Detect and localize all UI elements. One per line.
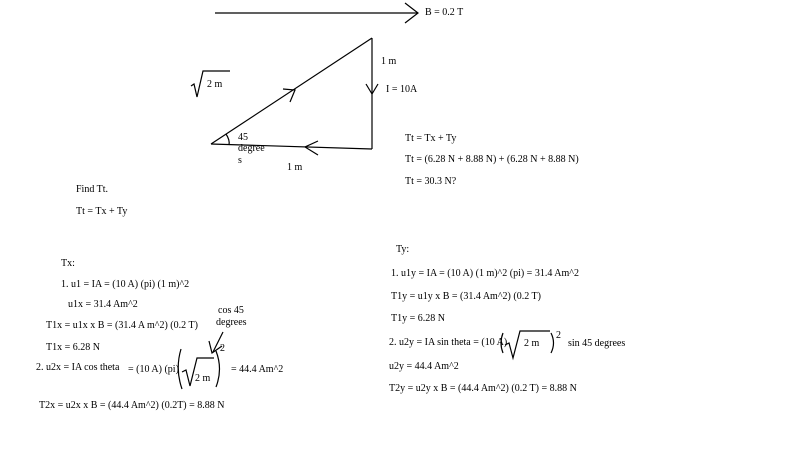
tx-title: Tx: [61, 258, 75, 269]
find-prompt: Find Tt. [76, 184, 109, 195]
field-label: B = 0.2 T [425, 7, 464, 18]
tx-radicand: 2 m [195, 373, 211, 384]
tx-note-cos: cos 45 [218, 305, 244, 316]
ty-line-5: u2y = 44.4 Am^2 [389, 361, 459, 372]
ty-exponent: 2 [556, 330, 561, 341]
angle-label-3: s [238, 155, 242, 166]
angle-label-2: degree [238, 143, 265, 154]
tx-line-5b: = (10 A) (pi) [128, 364, 179, 375]
result-line-1: Tt = Tx + Ty [405, 133, 457, 144]
tx-right-paren [216, 351, 220, 387]
angle-arc [226, 134, 229, 145]
result-line-3: Tt = 30.3 N? [405, 176, 457, 187]
tx-note-degrees: degrees [216, 317, 247, 328]
tx-line-1: 1. u1 = IA = (10 A) (pi) (1 m)^2 [61, 279, 190, 290]
tx-line-4: T1x = 6.28 N [46, 342, 100, 353]
ty-radicand: 2 m [524, 338, 540, 349]
ty-title: Ty: [396, 244, 410, 255]
hyp-length-label: 2 m [207, 79, 223, 90]
result-line-2: Tt = (6.28 N + 8.88 N) + (6.28 N + 8.88 N) [405, 154, 579, 165]
vertical-length-label: 1 m [381, 56, 397, 67]
ty-line-2: T1y = u1y x B = (31.4 Am^2) (0.2 T) [391, 291, 541, 302]
current-label: I = 10A [386, 84, 418, 95]
hypotenuse-wire [211, 38, 372, 144]
bottom-wire [211, 144, 372, 149]
tx-line-2: u1x = 31.4 Am^2 [68, 299, 138, 310]
bottom-current-arrow-icon [305, 141, 318, 155]
ty-line-6: T2y = u2y x B = (44.4 Am^2) (0.2 T) = 8.88 N [389, 383, 577, 394]
tx-line-5c: = 44.4 Am^2 [231, 364, 284, 375]
ty-line-4a: 2. u2y = IA sin theta = (10 A) [389, 337, 508, 348]
tx-exponent: 2 [220, 343, 225, 354]
ty-right-paren [551, 333, 554, 353]
tx-line-3: T1x = u1x x B = (31.4 A m^2) (0.2 T) [46, 320, 198, 331]
ty-line-4b: sin 45 degrees [568, 338, 626, 349]
total-formula: Tt = Tx + Ty [76, 206, 128, 217]
bottom-length-label: 1 m [287, 162, 303, 173]
ty-line-1: 1. u1y = IA = (10 A) (1 m)^2 (pi) = 31.4 Am^2 [391, 268, 579, 279]
angle-label-1: 45 [238, 132, 248, 143]
tx-line-5a: 2. u2x = IA cos theta [36, 362, 120, 373]
tx-line-6: T2x = u2x x B = (44.4 Am^2) (0.2T) = 8.88 N [39, 400, 225, 411]
ty-line-3: T1y = 6.28 N [391, 313, 445, 324]
